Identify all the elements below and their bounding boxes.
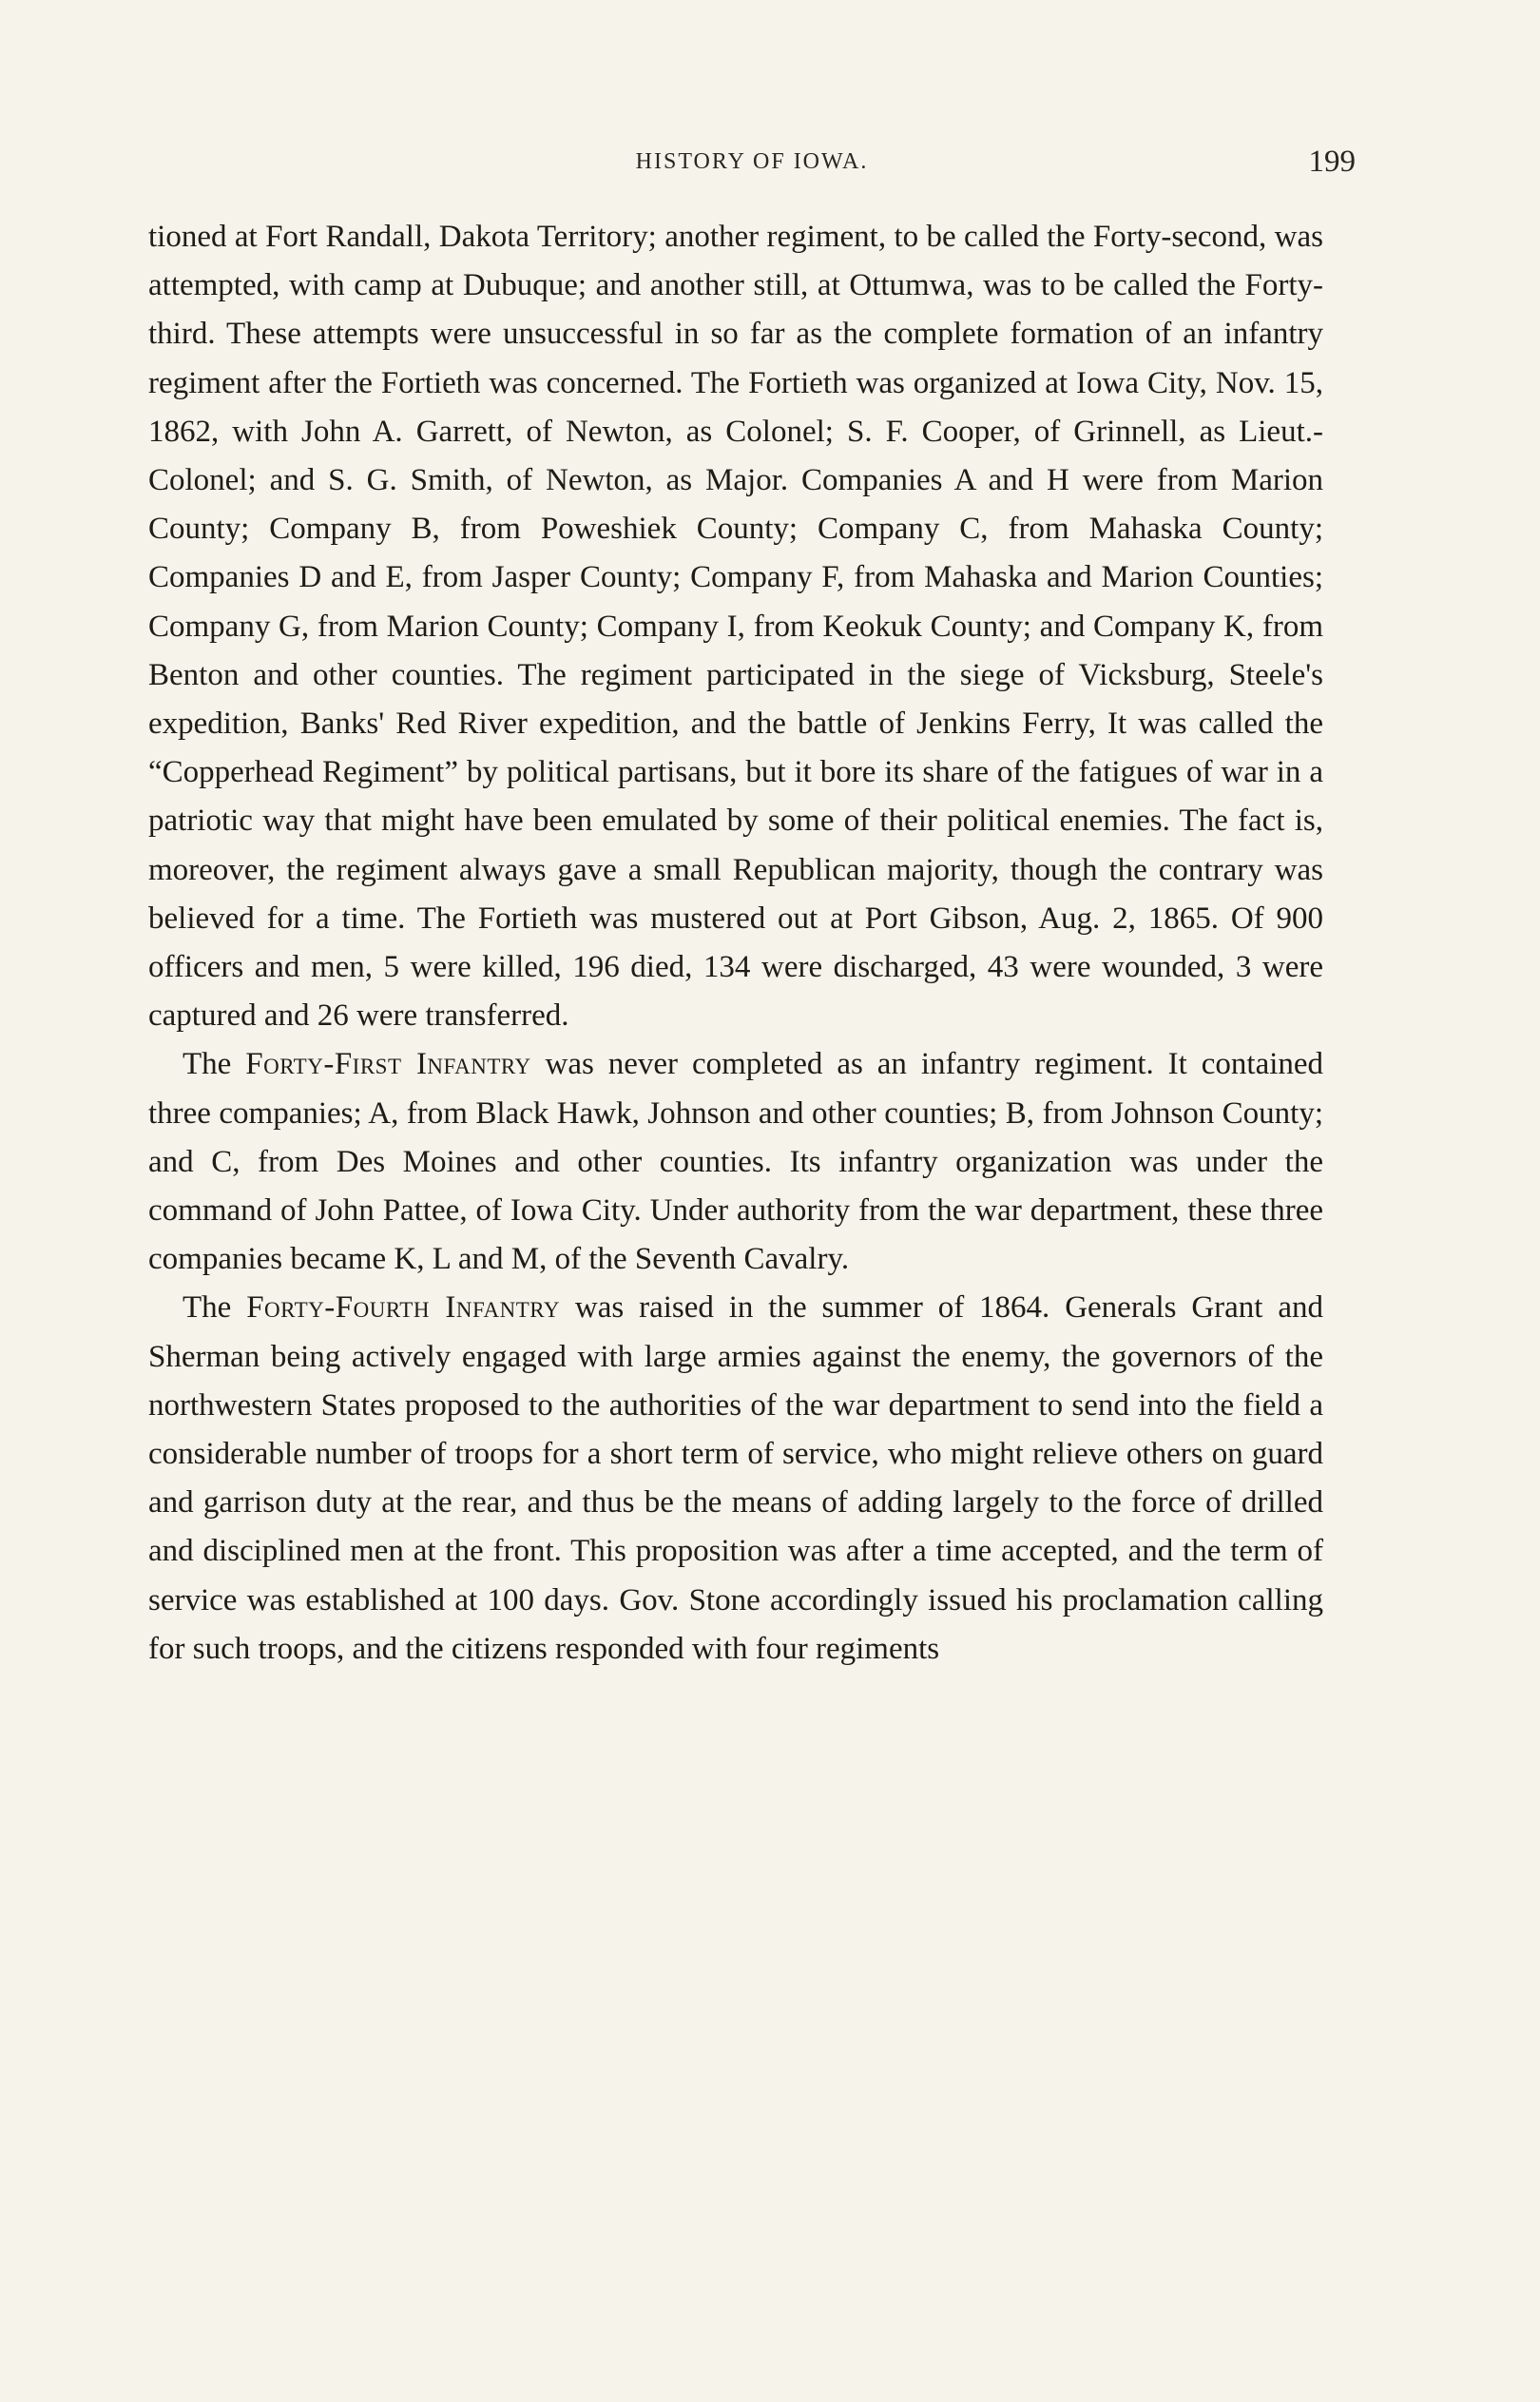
running-title: HISTORY OF IOWA. <box>635 149 869 174</box>
running-head <box>148 143 1356 181</box>
page-number: 199 <box>1308 145 1356 179</box>
body-text <box>148 213 1323 1674</box>
section-heading: Forty-First Infantry <box>245 1047 531 1082</box>
paragraph-forty-fourth-infantry <box>148 1284 1323 1674</box>
section-heading: Forty-Fourth Infantry <box>246 1290 560 1326</box>
paragraph-lead: The <box>183 1290 232 1326</box>
paragraph-forty-first-infantry <box>148 1040 1323 1284</box>
paragraph-text: tioned at Fort Randall, Dakota Territory; another regiment, to be called the Forty-second, was attempted, with camp at Dubuque; and another still, at Ottumwa, was to be called the Forty-third. These attempts were unsuccessful in so far as the complete formation of an infantry regiment after the Fortieth was concerned. The Fortieth was organized at Iowa City, Nov. 15, 1862, with John A. Garrett, of Newton, as Colonel; S. F. Cooper, of Grinnell, as Lieut.-Colonel; and S. G. Smith, of Newton, as Major. Companies A and H were from Marion County; Company B, from Poweshiek County; Company C, from Mahaska County; Companies D and E, from Jasper County; Company F, from Mahaska and Marion Counties; Company G, from Marion County; Company I, from Keokuk County; and Company K, from Benton and other counties. The regiment participated in the siege of Vicksburg, Steele's expedition, Banks' Red River expedition, and the battle of Jenkins Ferry, It was called the “Copperhead Regiment” by political partisans, but it bore its share of the fatigues of war in a patriotic way that might have been emulated by some of their political enemies. The fact is, moreover, the regiment always gave a small Republican majority, though the contrary was believed for a time. The Fortieth was mustered out at Port Gibson, Aug. 2, 1865. Of 900 officers and men, 5 were killed, 196 died, 134 were discharged, 43 were wounded, 3 were captured and 26 were transferred. <box>148 220 1323 1034</box>
paragraph-fortieth-infantry <box>148 213 1323 1040</box>
paragraph-lead: The <box>183 1047 232 1082</box>
paragraph-text: was never completed as an infantry regiment. It contained three companies; A, from Black Hawk, Johnson and other counties; B, from Johnson County; and C, from Des Moines and other counties. Its infantry organization was under the command of John Pattee, of Iowa City. Under authority from the war department, these three companies became K, L and M, of the Seventh Cavalry. <box>148 1047 1324 1277</box>
paragraph-text: was raised in the summer of 1864. Generals Grant and Sherman being actively engaged with large armies against the enemy, the governors of the northwestern States proposed to the authorities of the war department to send into the field a considerable number of troops for a short term of service, who might relieve others on guard and garrison duty at the rear, and thus be the means of adding largely to the force of drilled and disciplined men at the front. This proposition was after a time accepted, and the term of service was established at 100 days. Gov. Stone accordingly issued his proclamation calling for such troops, and the citizens responded with four regiments <box>148 1290 1324 1666</box>
